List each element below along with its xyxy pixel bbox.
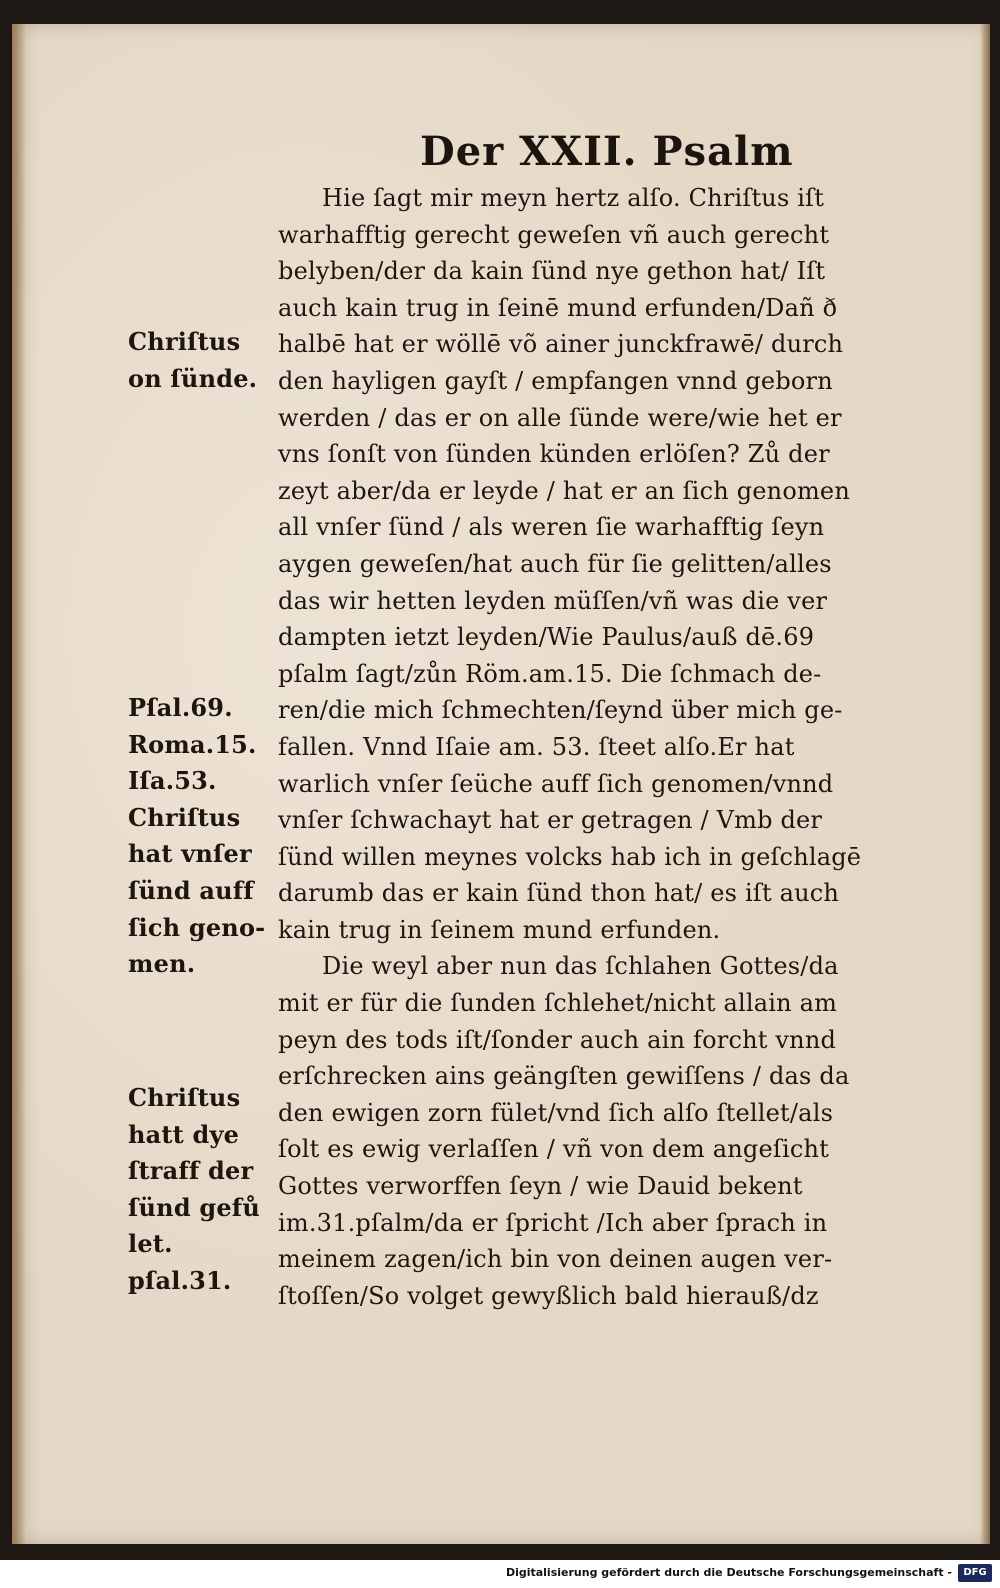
page-edge-shadow	[980, 24, 990, 1544]
text-line: werden / das er on alle ſünde were/wie het er	[278, 403, 842, 432]
margin-note-line: ſünd auff	[128, 875, 254, 905]
dfg-logo: DFG	[958, 1564, 992, 1582]
text-line: dampten ietzt leyden/Wie Paulus/auß dē.69	[278, 623, 815, 652]
text-line: vns ſonſt von ſünden künden erlöſen? Zů der	[278, 440, 830, 469]
margin-note-line: on ſünde.	[128, 363, 258, 393]
text-line: all vnſer ſünd / als weren ſie warhafftig ſeyn	[278, 513, 825, 542]
margin-note-line: pſal.31.	[128, 1265, 232, 1295]
text-line: warlich vnſer ſeüche auff ſich genomen/vnnd	[278, 769, 834, 798]
margin-note-line: ſtraff der	[128, 1156, 254, 1186]
margin-note-line: Chriſtus	[128, 327, 241, 356]
text-line: im.31.pſalm/da er ſpricht /Ich aber ſprach in	[278, 1208, 828, 1237]
text-line: erſchrecken ains geängſten gewiſſens / das da	[278, 1062, 850, 1091]
text-line: ſolt es ewig verlaſſen / vñ von dem angeſicht	[278, 1135, 829, 1164]
margin-note-line: Chriſtus	[128, 1083, 241, 1112]
text-line: peyn des tods iſt/ſonder auch ain forcht vnnd	[278, 1025, 837, 1054]
margin-note	[128, 324, 278, 397]
text-line: den ewigen zorn fület/vnd ſich alſo ſtellet/als	[278, 1098, 834, 1127]
text-line: kain trug in ſeinem mund erfunden.	[278, 915, 721, 944]
text-line: ſünd willen meynes volcks hab ich in geſchlagē	[278, 842, 862, 871]
margin-note	[128, 690, 278, 983]
text-line: vnſer ſchwachayt hat er getragen / Vmb der	[278, 806, 823, 835]
text-line: mit er für die ſunden ſchlehet/nicht allain am	[278, 989, 838, 1018]
margin-note-line: hat vnſer	[128, 839, 252, 869]
main-text-block	[278, 180, 948, 1314]
margin-note-line: men.	[128, 949, 196, 979]
text-line: Die weyl aber nun das ſchlahen Gottes/da	[322, 952, 839, 981]
text-line: meinem zagen/ich bin von deinen augen ver-	[278, 1245, 833, 1274]
text-line: auch kain trug in ſeinē mund erfunden/Dañ ð	[278, 293, 838, 322]
margin-note-line: let.	[128, 1229, 173, 1259]
text-line: ſtoſſen/So volget gewyßlich bald hierauß/dz	[278, 1281, 819, 1310]
text-line: darumb das er kain ſünd thon hat/ es iſt auch	[278, 879, 840, 908]
running-title: Der XXII. Psalm	[420, 128, 794, 175]
margin-note-line: Chriſtus	[128, 802, 241, 832]
text-line: warhafftig gerecht geweſen vñ auch gerecht	[278, 220, 830, 249]
margin-note-line: hatt dye	[128, 1119, 240, 1149]
text-line: pſalm ſagt/zůn Röm.am.15. Die ſchmach de-	[278, 659, 822, 688]
text-line: zeyt aber/da er leyde / hat er an ſich genomen	[278, 476, 850, 505]
text-line: ren/die mich ſchmechten/ſeynd über mich ge-	[278, 696, 843, 725]
text-line: aygen geweſen/hat auch für ſie gelitten/alles	[278, 549, 832, 578]
text-line: den hayligen gayſt / empfangen vnnd geborn	[278, 366, 833, 395]
footer-bar	[0, 1560, 1000, 1588]
margin-note-line: ſich geno-	[128, 912, 266, 942]
footer-credit: Digitalisierung gefördert durch die Deutsche Forschungsgemeinschaft -	[505, 1566, 952, 1579]
page-gutter-shadow	[12, 24, 26, 1544]
margin-note-line: Roma.15.	[128, 729, 257, 759]
text-line: fallen. Vnnd Iſaie am. 53. ſteet alſo.Er hat	[278, 732, 795, 761]
text-line: halbē hat er wöllē võ ainer junckfrawē/ durch	[278, 330, 844, 359]
text-line: das wir hetten leyden müſſen/vñ was die ver	[278, 586, 828, 615]
margin-note-line: Iſa.53.	[128, 766, 217, 796]
text-line: belyben/der da kain ſünd nye gethon hat/ Iſt	[278, 257, 826, 286]
text-line: Gottes verworffen ſeyn / wie Dauid bekent	[278, 1172, 803, 1201]
text-line: Hie ſagt mir meyn hertz alſo. Chriſtus iſt	[322, 184, 825, 212]
margin-note-line: ſünd gefů	[128, 1192, 260, 1222]
margin-note	[128, 1080, 278, 1300]
margin-note-line: Pſal.69.	[128, 693, 233, 722]
